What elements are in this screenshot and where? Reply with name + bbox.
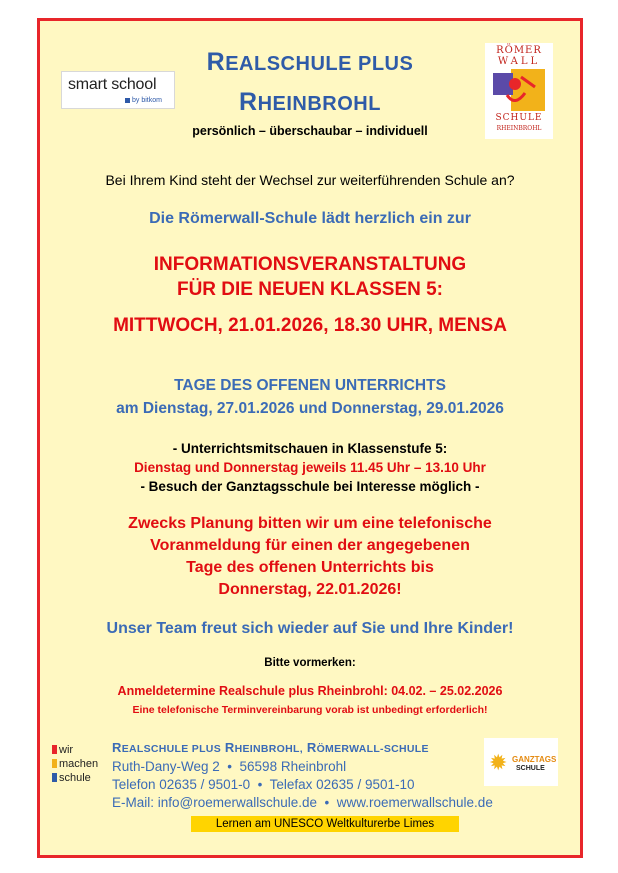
roemer-figure-icon — [491, 69, 547, 113]
event-heading — [40, 252, 580, 302]
invite-text: Die Römerwall-Schule lädt herzlich ein zur — [149, 210, 471, 227]
planning-line4: Donnerstag, 22.01.2026! — [218, 581, 402, 598]
roemer-logo-text1: RÖMER — [496, 45, 542, 56]
email-link[interactable]: E-Mail: info@roemerwallschule.de — [112, 795, 318, 810]
address-heading: REALSCHULE PLUS RHEINBROHL, RÖMERWALL-SCHULE — [112, 740, 429, 755]
planning-text — [40, 513, 580, 601]
event-line2: FÜR DIE NEUEN KLASSEN 5: — [176, 279, 444, 300]
ganztags-text: GANZTAGS — [512, 755, 557, 764]
limes-banner: Lernen am UNESCO Weltkulturerbe Limes — [191, 816, 459, 832]
address-block — [112, 739, 493, 812]
ganztags-schule-text: SCHULE — [516, 765, 545, 772]
address-street: Ruth-Dany-Weg 2 • 56598 Rheinbrohl — [112, 759, 347, 774]
wir-machen-schule-logo: wir machen schule — [52, 743, 98, 785]
open-days — [40, 374, 580, 420]
planning-line2: Voranmeldung für einen der angegebenen — [150, 537, 470, 554]
roemer-logo-text2: WALL — [497, 56, 541, 67]
school-title-line2: RHEINBROHL — [239, 88, 381, 116]
planning-line3: Tage des offenen Unterrichts bis — [186, 559, 434, 576]
open-days-line1: TAGE DES OFFENEN UNTERRICHTS — [174, 377, 446, 394]
tagline: persönlich – überschaubar – individuell — [192, 124, 428, 138]
event-date: MITTWOCH, 21.01.2026, 18.30 UHR, MENSA — [113, 315, 507, 336]
planning-line1: Zwecks Planung bitten wir um eine telefonische — [128, 515, 492, 532]
wm-bar-icon-yellow — [52, 759, 57, 768]
smart-school-sub: by bitkom — [132, 97, 162, 104]
details-line1: - Unterrichtsmitschauen in Klassenstufe 5: — [172, 441, 448, 456]
school-title-line1: REALSCHULE PLUS — [206, 48, 414, 76]
roemer-logo-text3: SCHULE — [495, 113, 543, 123]
details-line3: - Besuch der Ganztagsschule bei Interesse möglich - — [140, 479, 480, 494]
address-contact[interactable]: E-Mail: info@roemerwallschule.de • www.roemerwallschule.de — [112, 795, 493, 810]
wm-bar-icon-blue — [52, 773, 57, 782]
smart-school-brand: smart school — [68, 76, 157, 93]
details — [40, 439, 580, 496]
note-text: Bitte vormerken: — [264, 657, 356, 669]
wm-bar-icon-red — [52, 745, 57, 754]
team-text: Unser Team freut sich wieder auf Sie und Ihre Kinder! — [106, 620, 514, 637]
intro-question: Bei Ihrem Kind steht der Wechsel zur weiterführenden Schule an? — [105, 172, 515, 188]
open-days-line2: am Dienstag, 27.01.2026 und Donnerstag, 29.01.2026 — [116, 400, 504, 417]
registration-note: Eine telefonische Terminvereinbarung vorab ist unbedingt erforderlich! — [132, 704, 488, 716]
roemer-logo-text4: RHEINBROHL — [496, 125, 542, 132]
ganztagsschule-logo — [484, 738, 558, 786]
address-phone: Telefon 02635 / 9501-0 • Telefax 02635 / 9501-10 — [112, 777, 415, 792]
event-line1: INFORMATIONSVERANSTALTUNG — [153, 254, 467, 275]
sun-icon: ✹ — [489, 750, 508, 775]
registration-dates: Anmeldetermine Realschule plus Rheinbrohl: 04.02. – 25.02.2026 — [117, 684, 503, 698]
details-line2: Dienstag und Donnerstag jeweils 11.45 Uhr – 13.10 Uhr — [134, 460, 486, 475]
flyer — [37, 18, 583, 858]
website-link[interactable]: www.roemerwallschule.de — [336, 795, 493, 810]
